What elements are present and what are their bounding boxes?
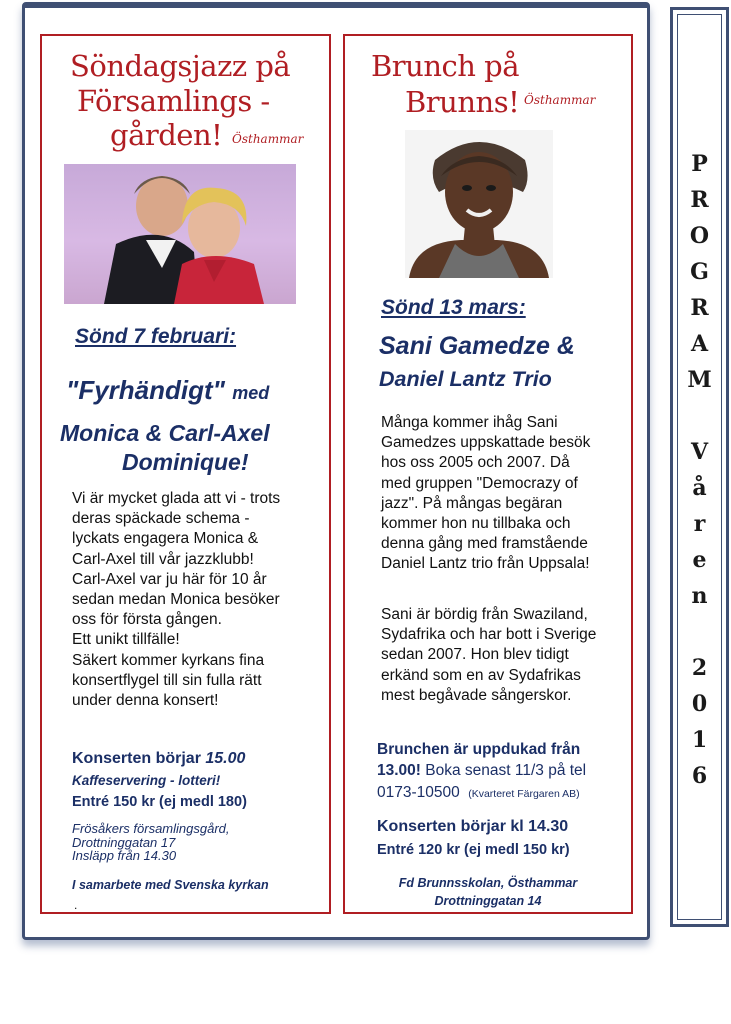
side-banner-letter: 2	[691, 655, 708, 681]
side-banner-letter: P	[691, 151, 708, 177]
right-brunch-line2	[377, 762, 586, 780]
left-venue-line: Insläpp från 14.30	[72, 848, 177, 863]
right-body-line: erkänd som en av Sydafrikas	[381, 666, 581, 684]
left-body-line: Carl-Axel var ju här för 10 år	[72, 570, 267, 588]
right-body-line: kommer hon nu tillbaka och	[381, 515, 571, 533]
right-brunch-line1: Brunchen är uppdukad från	[377, 741, 581, 758]
left-coffee: Kaffeservering - lotteri!	[72, 773, 221, 788]
right-event-panel	[343, 34, 633, 914]
side-banner-letter: A	[690, 331, 709, 357]
left-body-line: Vi är mycket glada att vi - trots	[72, 490, 281, 507]
side-banner-letter: r	[693, 511, 706, 537]
side-banner-letter: R	[690, 295, 709, 321]
left-partner: I samarbete med Svenska kyrkan	[72, 878, 269, 892]
right-artists-line2: Daniel Lantz Trio	[379, 367, 552, 391]
left-entry: Entré 150 kr (ej medl 180)	[72, 794, 247, 810]
right-title-line1: Brunch på	[371, 49, 520, 83]
right-venue-line: Fd Brunnsskolan, Östhammar	[398, 876, 578, 890]
left-artists-line1: Monica & Carl-Axel	[60, 420, 270, 446]
right-entry: Entré 120 kr (ej medl 150 kr)	[377, 842, 570, 858]
side-banner-letter: 6	[691, 763, 708, 789]
right-phone: 0173-10500	[377, 784, 460, 801]
left-title-line3: gården!	[110, 118, 223, 152]
left-body-line: lyckats engagera Monica &	[72, 530, 259, 548]
singer-photo	[405, 130, 553, 278]
side-banner-letter: n	[691, 583, 708, 609]
side-banner-letter: O	[689, 223, 710, 249]
left-headline-quote: "Fyrhändigt"	[66, 375, 225, 405]
right-venue-line: Drottninggatan 14	[434, 894, 542, 908]
left-body-line: Säkert kommer kyrkans fina	[72, 651, 265, 669]
right-venue	[345, 874, 631, 910]
right-body-line: Daniel Lantz trio från Uppsala!	[381, 555, 590, 573]
right-date: Sönd 13 mars:	[381, 296, 526, 319]
right-body-line: mest begåvade sångerskor.	[381, 686, 572, 704]
right-body-line: Många kommer ihåg Sani	[381, 414, 558, 431]
left-body-line: Ett unikt tillfälle!	[72, 631, 180, 649]
right-artists-line1: Sani Gamedze &	[379, 332, 575, 360]
left-body-line: konsertflygel till sin fulla rätt	[72, 671, 262, 689]
right-concert-start: Konserten börjar kl 14.30	[377, 818, 569, 835]
right-body-para2	[381, 605, 596, 706]
side-banner-letter: G	[690, 259, 709, 285]
duo-photo	[64, 164, 296, 304]
side-banner-letter: 1	[691, 727, 708, 753]
left-concert-start-time: 15.00	[205, 750, 246, 767]
right-phone-note: (Kvarteret Färgaren AB)	[468, 788, 580, 800]
side-banner-letter: R	[690, 187, 709, 213]
right-body-line: hos oss 2005 och 2007. Då	[381, 454, 570, 472]
left-concert-start-label: Konserten börjar	[72, 750, 201, 767]
right-phone-line	[377, 784, 580, 802]
side-banner-inner	[677, 14, 722, 920]
left-title-line2: Församlings -	[77, 84, 270, 118]
left-body	[72, 489, 280, 711]
left-headline	[66, 375, 269, 406]
left-date: Sönd 7 februari:	[75, 325, 237, 348]
side-banner	[670, 7, 729, 927]
right-title-line2: Brunns!	[405, 85, 520, 119]
side-banner-letter: å	[692, 475, 707, 501]
right-body-line: jazz". På mångas begäran	[381, 494, 563, 512]
left-body-line: under denna konsert!	[72, 692, 219, 710]
left-venue	[72, 822, 230, 863]
right-body-para1	[381, 413, 590, 575]
right-location-tag: Östhammar	[524, 93, 596, 107]
right-body-line: sedan 2007. Hon blev tidigt	[381, 646, 569, 664]
right-body-line: med gruppen "Democrazy of	[381, 474, 578, 492]
left-artists-line2: Dominique!	[122, 449, 249, 475]
left-body-line: Carl-Axel till vår jazzklubb!	[72, 550, 254, 568]
side-banner-letter: M	[687, 367, 712, 393]
left-body-line: deras späckade schema -	[72, 510, 250, 528]
left-event-panel	[40, 34, 331, 914]
left-body-line: oss för första gången.	[72, 611, 222, 629]
right-body-line: Gamedzes uppskattade besök	[381, 434, 591, 452]
left-venue-line: Drottninggatan 17	[72, 834, 176, 850]
right-body-line: denna gång med framstående	[381, 535, 588, 553]
right-body-line: Sydafrika och har bott i Sverige	[381, 626, 597, 644]
left-dot: .	[74, 898, 78, 912]
left-title-line1: Söndagsjazz på	[70, 49, 291, 83]
left-headline-med: med	[232, 383, 270, 403]
left-venue-line: Frösåkers församlingsgård,	[72, 821, 230, 836]
side-banner-letter: V	[690, 439, 709, 465]
right-body-line: Sani är bördig från Swaziland,	[381, 606, 588, 623]
right-brunch-time: 13.00!	[377, 762, 421, 779]
right-brunch-booking: Boka senast 11/3 på tel	[425, 762, 587, 779]
side-banner-letter: 0	[691, 691, 708, 717]
left-body-line: sedan medan Monica besöker	[72, 591, 280, 609]
left-concert-start	[72, 750, 245, 768]
side-banner-letter: e	[692, 547, 707, 573]
left-location-tag: Östhammar	[232, 132, 304, 146]
